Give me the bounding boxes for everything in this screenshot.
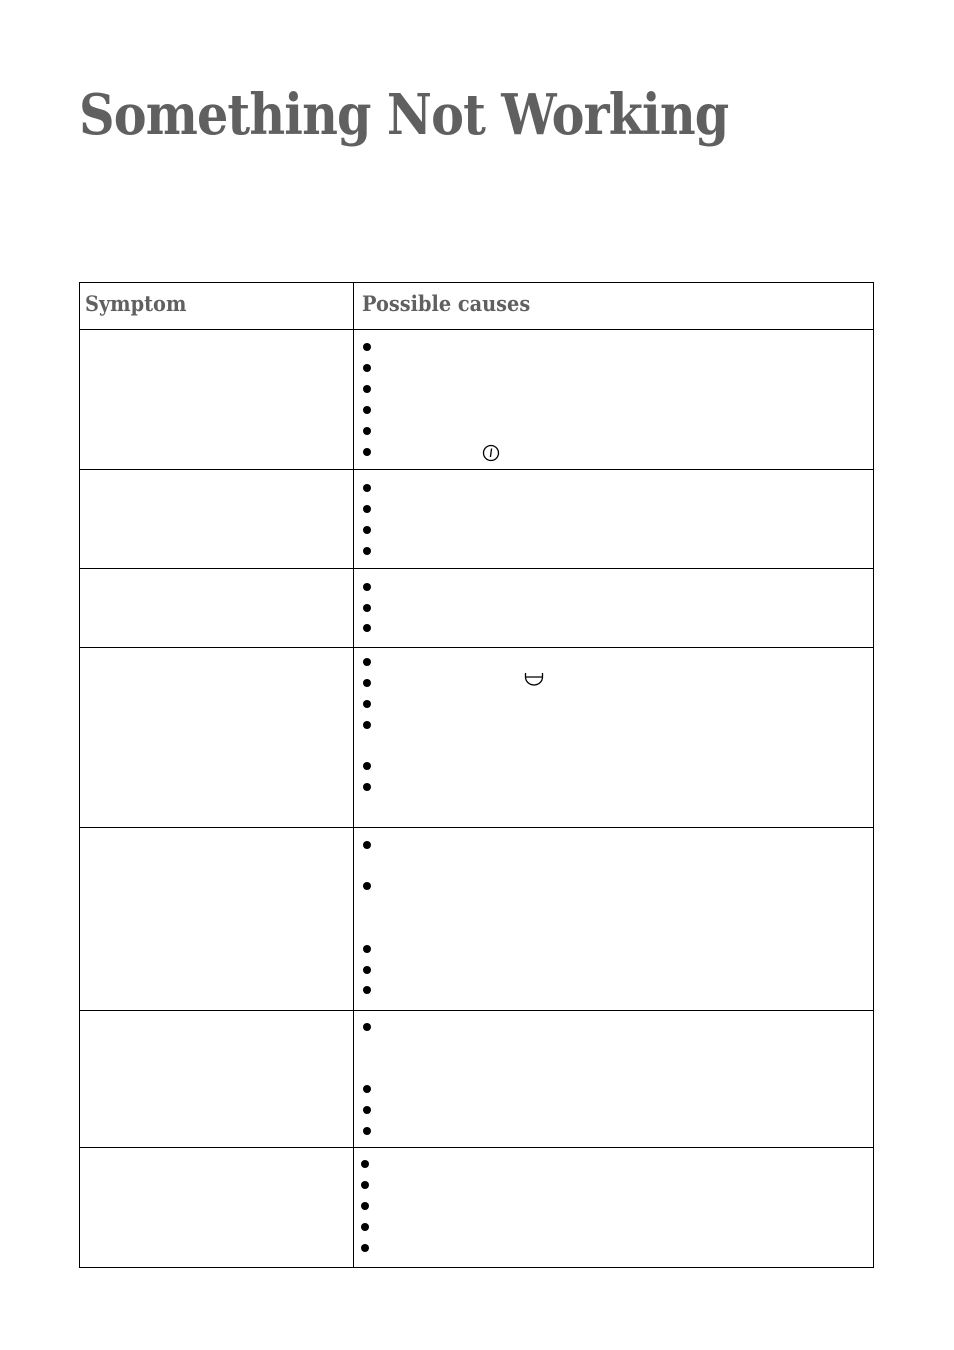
symptom-cell	[80, 470, 354, 568]
bullet	[363, 841, 371, 849]
bullet	[363, 547, 371, 555]
bullet	[363, 604, 371, 612]
symptom-cell	[80, 648, 354, 827]
symptom-cell	[80, 828, 354, 1010]
table-row	[80, 1011, 873, 1148]
bullet	[361, 1244, 369, 1252]
bullet	[363, 364, 371, 372]
bullet	[363, 343, 371, 351]
bullet	[363, 526, 371, 534]
bullet	[363, 658, 371, 666]
table-row	[80, 1148, 873, 1267]
symptom-header-cell	[80, 283, 354, 329]
table-row	[80, 330, 873, 470]
bullet	[363, 406, 371, 414]
page-title: Something Not Working	[79, 82, 729, 148]
causes-cell	[354, 470, 873, 568]
symptom-cell	[80, 1011, 354, 1147]
table-row	[80, 470, 873, 569]
bullet	[363, 882, 371, 890]
bullet	[363, 986, 371, 994]
table-header-row	[80, 283, 873, 330]
causes-cell	[354, 330, 873, 469]
symptom-cell	[80, 1148, 354, 1267]
bullet	[361, 1160, 369, 1168]
troubleshooting-table	[79, 282, 874, 1268]
bullet	[363, 700, 371, 708]
bullet	[363, 484, 371, 492]
bullet	[363, 783, 371, 791]
bullet	[363, 966, 371, 974]
bullet	[363, 427, 371, 435]
bullet	[361, 1223, 369, 1231]
bullet	[363, 385, 371, 393]
causes-header-cell	[354, 283, 873, 329]
table-row	[80, 828, 873, 1011]
bullet	[363, 448, 371, 456]
bullet	[363, 1023, 371, 1031]
symptom-cell	[80, 330, 354, 469]
causes-cell	[354, 828, 873, 1010]
symptom-cell	[80, 569, 354, 647]
symptom-header: Symptom	[85, 291, 187, 316]
power-on-symbol-icon	[482, 444, 500, 462]
causes-header: Possible causes	[362, 291, 531, 316]
bullet	[363, 624, 371, 632]
bullet	[361, 1202, 369, 1210]
bullet	[363, 721, 371, 729]
bullet	[363, 1127, 371, 1135]
bullet	[363, 679, 371, 687]
bullet	[361, 1181, 369, 1189]
bullet	[363, 945, 371, 953]
causes-cell	[354, 1148, 873, 1267]
causes-cell	[354, 1011, 873, 1147]
table-row	[80, 648, 873, 828]
table-row	[80, 569, 873, 648]
causes-cell	[354, 648, 873, 827]
bullet	[363, 1085, 371, 1093]
bullet	[363, 505, 371, 513]
bullet	[363, 762, 371, 770]
bullet	[363, 1106, 371, 1114]
causes-cell	[354, 569, 873, 647]
program-selector-symbol-icon	[524, 671, 544, 687]
bullet	[363, 583, 371, 591]
